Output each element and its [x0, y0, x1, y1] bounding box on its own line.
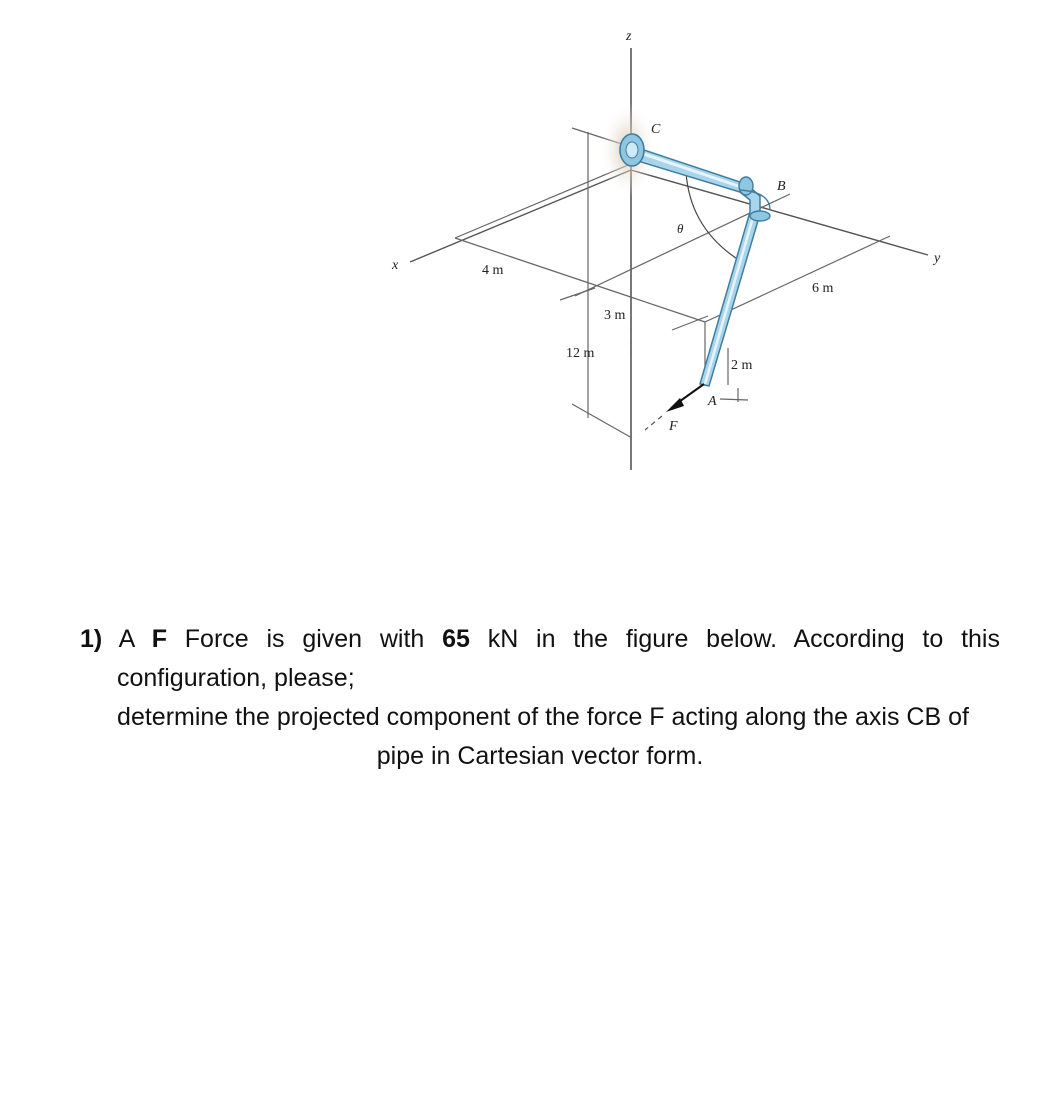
force-symbol: F: [151, 625, 167, 653]
question-line-1: [80, 620, 1000, 659]
force-f-label: F: [669, 419, 678, 434]
q-word: with: [379, 625, 425, 653]
point-c-label: C: [651, 122, 661, 137]
dim-3m: 3 m: [604, 308, 626, 323]
q-word: kN: [487, 625, 519, 653]
question-line-2: configuration, please;: [117, 664, 355, 692]
q-word: in: [536, 625, 556, 653]
q-word: to: [922, 625, 944, 653]
q-word: below.: [706, 625, 778, 653]
dim-2m: 2 m: [731, 358, 753, 373]
question-line-4: pipe in Cartesian vector form.: [376, 742, 704, 770]
dim-4m: 4 m: [482, 263, 504, 278]
force-magnitude: 65: [442, 625, 470, 653]
q-word: given: [302, 625, 363, 653]
theta-label: θ: [677, 221, 684, 236]
point-a-label: A: [708, 394, 717, 409]
q-word: is: [266, 625, 285, 653]
q-word: According: [793, 625, 905, 653]
y-axis-label: y: [934, 251, 941, 266]
point-b-label: B: [777, 179, 786, 194]
question-line-3: determine the projected component of the force F acting along the axis CB of: [117, 703, 969, 731]
q-word: the: [573, 625, 609, 653]
x-axis: [410, 170, 631, 262]
dim-12m: 12 m: [566, 346, 595, 361]
q-word: this: [961, 625, 1000, 653]
q-word: A: [118, 625, 134, 653]
dim-6m: 6 m: [812, 281, 834, 296]
question-number: 1): [80, 625, 103, 653]
q-word: Force: [184, 625, 249, 653]
x-axis-label: x: [392, 258, 399, 273]
q-word: figure: [625, 625, 689, 653]
z-axis-label: z: [626, 29, 632, 44]
